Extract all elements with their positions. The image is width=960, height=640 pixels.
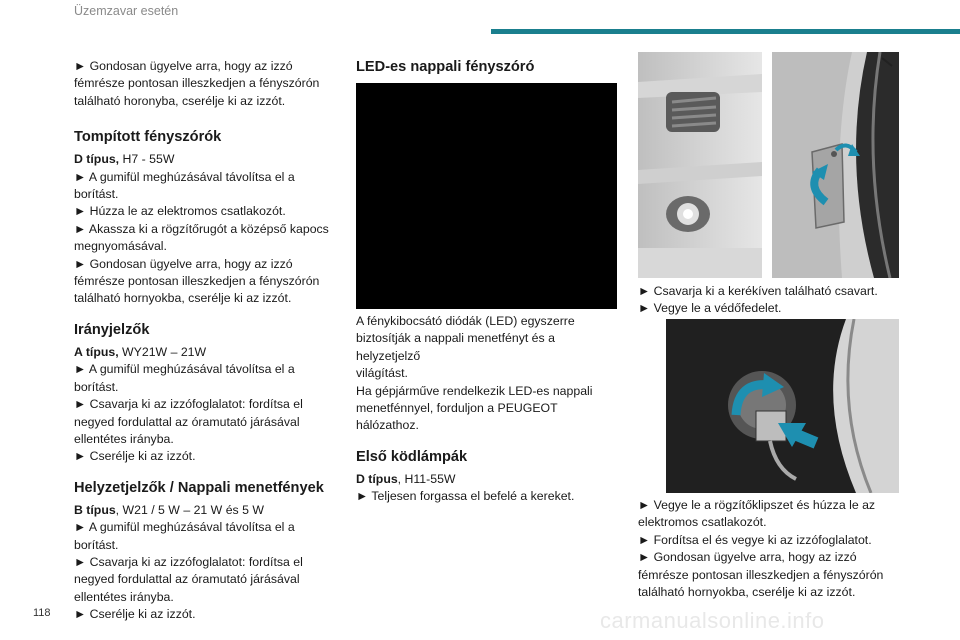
- fog-lamp-bulb-illustration: [666, 319, 899, 493]
- dipped-line: található hornyokba, cserélje ki az izzót.: [74, 291, 292, 306]
- led-line: Ha gépjárműve rendelkezik LED-es nappali: [356, 383, 593, 398]
- watermark: carmanualsonline.info: [600, 608, 825, 633]
- led-heading: LED-es nappali fényszóró: [356, 59, 535, 75]
- step-line: elektromos csatlakozót.: [638, 515, 767, 530]
- dipped-line: ► A gumifül meghúzásával távolítsa el a: [74, 169, 295, 184]
- sidelamps-line: ► Csavarja ki az izzófoglalatot: fordítsa el: [74, 554, 303, 569]
- dipped-line: ► Gondosan ügyelve arra, hogy az izzó: [74, 256, 293, 271]
- running-header: Üzemzavar esetén: [74, 4, 179, 18]
- indicators-line: borítást.: [74, 379, 119, 394]
- dipped-line: borítást.: [74, 187, 119, 202]
- step-line: fémrésze pontosan illeszkedjen a fényszórón: [638, 567, 884, 582]
- header-accent-bar: [491, 29, 960, 34]
- dipped-line: ► Akassza ki a rögzítőrugót a középső kapocs: [74, 221, 329, 236]
- step-line: ► Vegye le a rögzítőklipszet és húzza le az: [638, 498, 876, 512]
- bumper-illustration: [638, 52, 762, 278]
- sidelamps-line: negyed fordulattal az óramutató járásával: [74, 572, 300, 587]
- fog-heading: Első ködlámpák: [356, 448, 468, 465]
- indicators-line: ► A gumifül meghúzásával távolítsa el a: [74, 362, 295, 377]
- step-line: ► Fordítsa el és vegye ki az izzófoglalatot.: [638, 532, 872, 547]
- step-line: ► Vegye le a védőfedelet.: [638, 301, 782, 316]
- intro-line: fémrésze pontosan illeszkedjen a fényszórón: [74, 76, 320, 91]
- sidelamps-heading: Helyzetjelzők / Nappali menetfények: [74, 479, 324, 496]
- led-line: A fénykibocsátó diódák (LED) egyszerre: [356, 314, 575, 328]
- dipped-beam-type: D típus, H7 - 55W: [74, 152, 175, 167]
- sidelamps-line: ► Cserélje ki az izzót.: [74, 607, 196, 622]
- intro-line: ► Gondosan ügyelve arra, hogy az izzó: [74, 59, 293, 73]
- column-middle: [356, 58, 620, 506]
- sidelamps-line: borítást.: [74, 537, 119, 552]
- fog-type: D típus, H11-55W: [356, 471, 456, 486]
- fog-line: ► Teljesen forgassa el befelé a kereket.: [356, 489, 575, 504]
- indicators-heading: Irányjelzők: [74, 321, 150, 338]
- step-line: található hornyokba, cserélje ki az izzót.: [638, 585, 856, 600]
- sidelamps-line: ellentétes irányba.: [74, 589, 174, 604]
- sidelamps-type: B típus, W21 / 5 W – 21 W és 5 W: [74, 502, 264, 517]
- dipped-line: ► Húzza le az elektromos csatlakozót.: [74, 204, 286, 219]
- column-left: [74, 58, 336, 624]
- indicators-line: ellentétes irányba.: [74, 431, 174, 446]
- intro-line: található horonyba, cserélje ki az izzót.: [74, 93, 286, 108]
- dipped-line: megnyomásával.: [74, 239, 167, 254]
- page-number: 118: [33, 607, 51, 619]
- indicators-line: negyed fordulattal az óramutató járásával: [74, 414, 300, 429]
- led-line: világítást.: [356, 366, 408, 381]
- wheel-arch-illustration: [772, 52, 899, 278]
- led-photo: [356, 83, 617, 309]
- sidelamps-line: ► A gumifül meghúzásával távolítsa el a: [74, 520, 295, 535]
- indicators-type: A típus, WY21W – 21W: [74, 344, 207, 359]
- indicators-line: ► Cserélje ki az izzót.: [74, 449, 196, 464]
- indicators-line: ► Csavarja ki az izzófoglalatot: fordítsa el: [74, 397, 303, 412]
- step-line: ► Csavarja ki a kerékíven található csavart.: [638, 284, 878, 298]
- led-line: menetfénnyel, forduljon a PEUGEOT hálózathoz.: [356, 401, 558, 433]
- dipped-beam-heading: Tompított fényszórók: [74, 129, 222, 146]
- column-right-steps-a: [638, 283, 902, 318]
- led-line: biztosítják a nappali menetfényt és a helyzetjelző: [356, 331, 555, 363]
- dipped-line: fémrésze pontosan illeszkedjen a fényszórón: [74, 274, 320, 289]
- column-right-steps-b: [638, 497, 902, 601]
- step-line: ► Gondosan ügyelve arra, hogy az izzó: [638, 550, 857, 565]
